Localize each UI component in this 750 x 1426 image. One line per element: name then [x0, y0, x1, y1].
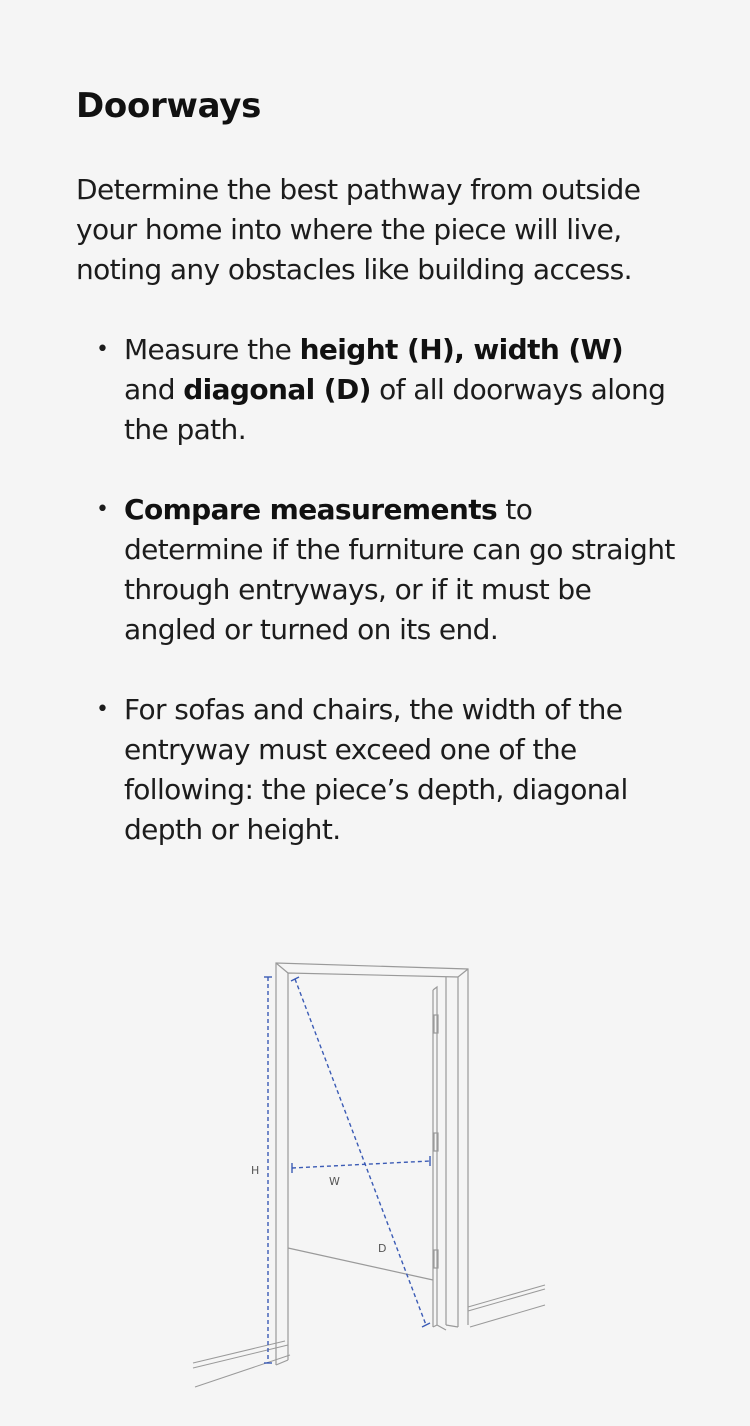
list-item — [76, 330, 676, 450]
doorways-section — [76, 84, 676, 890]
height-label: H — [251, 1164, 260, 1177]
bullet-dot-icon: • — [96, 697, 109, 722]
doorway-measurement-diagram — [190, 955, 550, 1395]
bullet-text-bold: Compare measurements — [124, 493, 498, 526]
list-item — [76, 690, 676, 850]
bullet-text-part: of all doorways along the path. — [124, 373, 666, 446]
tips-list — [76, 330, 676, 850]
height-measure — [264, 977, 272, 1363]
bullet-text-bold: diagonal (D) — [183, 373, 371, 406]
section-title: Doorways — [76, 86, 262, 126]
bullet-text-part: and — [124, 373, 184, 406]
bullet-dot-icon: • — [96, 497, 109, 522]
width-label: W — [329, 1175, 340, 1188]
list-item — [76, 490, 676, 650]
bullet-text-part: to determine if the furniture can go straight through entryways, or if it must be angled or turned on its end. — [124, 493, 675, 646]
intro-paragraph: Determine the best pathway from outside your home into where the piece will live, noting any obstacles like building access. — [76, 173, 641, 286]
bullet-text-part: Measure the — [124, 333, 300, 366]
doorway-illustration — [190, 955, 550, 1395]
bullet-dot-icon: • — [96, 337, 109, 362]
bullet-text-bold: height (H), width (W) — [299, 333, 624, 366]
floor-lines — [193, 1285, 545, 1387]
bullet-text-part: For sofas and chairs, the width of the entryway must exceed one of the following: the piece’s depth, diagonal depth or height. — [124, 693, 628, 846]
diagonal-label: D — [378, 1242, 387, 1255]
width-measure — [292, 1156, 430, 1173]
